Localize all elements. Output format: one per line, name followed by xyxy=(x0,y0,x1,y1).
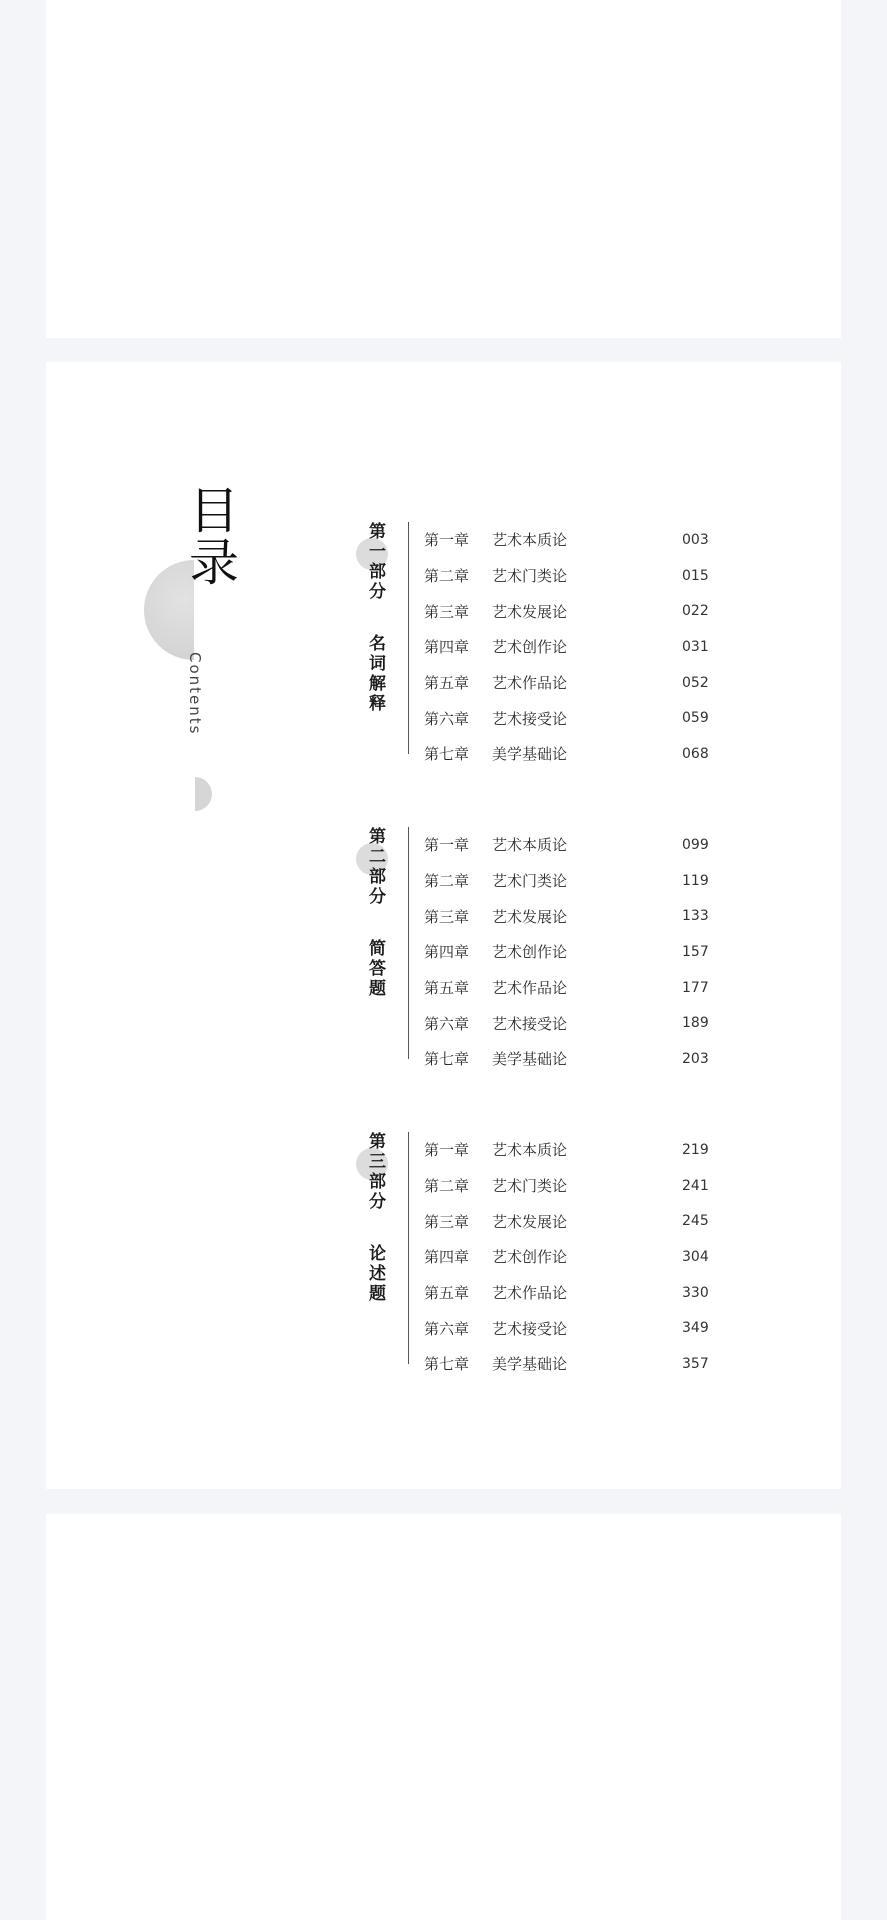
chapter-title: 艺术创作论 xyxy=(492,943,568,962)
chapter-number: 第三章 xyxy=(424,1212,470,1231)
chapter-title: 艺术作品论 xyxy=(492,979,568,998)
toc-subtitle: Contents xyxy=(186,652,204,736)
chapter-number: 第一章 xyxy=(424,836,470,855)
chapter-list xyxy=(424,827,754,1077)
chapter-title: 艺术发展论 xyxy=(492,907,568,926)
chapter-number: 第七章 xyxy=(424,1355,470,1374)
chapter-number: 第三章 xyxy=(424,602,470,621)
blank-page-top xyxy=(46,0,841,338)
chapter-title: 美学基础论 xyxy=(492,1050,568,1069)
part-label xyxy=(358,1132,392,1362)
chapter-title: 艺术门类论 xyxy=(492,872,568,891)
chapter-page: 203 xyxy=(682,1050,709,1067)
chapter-entry[interactable] xyxy=(424,1310,754,1346)
chapter-number: 第一章 xyxy=(424,1141,470,1160)
chapter-page: 022 xyxy=(682,603,709,620)
chapter-page: 349 xyxy=(682,1320,709,1337)
chapter-page: 177 xyxy=(682,979,709,996)
chapter-entry[interactable] xyxy=(424,1005,754,1041)
chapter-page: 119 xyxy=(682,872,709,889)
chapter-number: 第六章 xyxy=(424,709,470,728)
part-label xyxy=(358,827,392,1057)
chapter-number: 第四章 xyxy=(424,1248,470,1267)
part-name: 第一部分 xyxy=(365,522,385,602)
part-divider-line xyxy=(408,522,409,754)
chapter-entry[interactable] xyxy=(424,1275,754,1311)
part-type: 论述题 xyxy=(365,1244,385,1304)
part-label xyxy=(358,522,392,752)
toc-title: 目录 xyxy=(181,484,239,588)
chapter-number: 第六章 xyxy=(424,1014,470,1033)
chapter-title: 艺术作品论 xyxy=(492,1284,568,1303)
chapter-list xyxy=(424,522,754,772)
chapter-entry[interactable] xyxy=(424,558,754,594)
chapter-number: 第五章 xyxy=(424,674,470,693)
part-name: 第三部分 xyxy=(365,1132,385,1212)
chapter-title: 艺术接受论 xyxy=(492,709,568,728)
chapter-entry[interactable] xyxy=(424,522,754,558)
chapter-entry[interactable] xyxy=(424,863,754,899)
chapter-entry[interactable] xyxy=(424,629,754,665)
chapter-entry[interactable] xyxy=(424,1239,754,1275)
decorative-small-half-circle xyxy=(178,777,212,811)
chapter-entry[interactable] xyxy=(424,1132,754,1168)
chapter-entry[interactable] xyxy=(424,1168,754,1204)
part-divider-line xyxy=(408,1132,409,1364)
chapter-number: 第四章 xyxy=(424,638,470,657)
part-type: 名词解释 xyxy=(365,634,385,714)
chapter-title: 艺术本质论 xyxy=(492,1141,568,1160)
chapter-number: 第五章 xyxy=(424,1284,470,1303)
chapter-title: 美学基础论 xyxy=(492,745,568,764)
chapter-number: 第六章 xyxy=(424,1319,470,1338)
chapter-entry[interactable] xyxy=(424,827,754,863)
chapter-page: 068 xyxy=(682,745,709,762)
chapter-page: 031 xyxy=(682,638,709,655)
chapter-number: 第五章 xyxy=(424,979,470,998)
chapter-title: 美学基础论 xyxy=(492,1355,568,1374)
chapter-entry[interactable] xyxy=(424,593,754,629)
chapter-title: 艺术作品论 xyxy=(492,674,568,693)
chapter-page: 003 xyxy=(682,531,709,548)
chapter-title: 艺术创作论 xyxy=(492,638,568,657)
chapter-page: 059 xyxy=(682,710,709,727)
toc-page xyxy=(46,362,841,1489)
chapter-page: 219 xyxy=(682,1141,709,1158)
chapter-number: 第二章 xyxy=(424,872,470,891)
chapter-list xyxy=(424,1132,754,1382)
chapter-number: 第七章 xyxy=(424,745,470,764)
chapter-entry[interactable] xyxy=(424,1041,754,1077)
chapter-number: 第二章 xyxy=(424,567,470,586)
chapter-entry[interactable] xyxy=(424,1346,754,1382)
chapter-title: 艺术接受论 xyxy=(492,1014,568,1033)
chapter-title: 艺术发展论 xyxy=(492,602,568,621)
part-name: 第二部分 xyxy=(365,827,385,907)
chapter-title: 艺术创作论 xyxy=(492,1248,568,1267)
chapter-title: 艺术接受论 xyxy=(492,1319,568,1338)
chapter-number: 第七章 xyxy=(424,1050,470,1069)
blank-page-bottom xyxy=(46,1514,841,1920)
part-type: 简答题 xyxy=(365,939,385,999)
chapter-entry[interactable] xyxy=(424,700,754,736)
chapter-page: 241 xyxy=(682,1177,709,1194)
chapter-page: 330 xyxy=(682,1284,709,1301)
chapter-title: 艺术门类论 xyxy=(492,567,568,586)
chapter-page: 133 xyxy=(682,908,709,925)
chapter-entry[interactable] xyxy=(424,934,754,970)
part-divider-line xyxy=(408,827,409,1059)
chapter-title: 艺术门类论 xyxy=(492,1177,568,1196)
chapter-entry[interactable] xyxy=(424,970,754,1006)
chapter-entry[interactable] xyxy=(424,898,754,934)
chapter-title: 艺术本质论 xyxy=(492,531,568,550)
chapter-title: 艺术本质论 xyxy=(492,836,568,855)
chapter-page: 357 xyxy=(682,1355,709,1372)
chapter-number: 第二章 xyxy=(424,1177,470,1196)
chapter-number: 第三章 xyxy=(424,907,470,926)
chapter-page: 245 xyxy=(682,1213,709,1230)
chapter-page: 189 xyxy=(682,1015,709,1032)
chapter-page: 304 xyxy=(682,1248,709,1265)
chapter-number: 第四章 xyxy=(424,943,470,962)
chapter-entry[interactable] xyxy=(424,665,754,701)
chapter-title: 艺术发展论 xyxy=(492,1212,568,1231)
chapter-page: 015 xyxy=(682,567,709,584)
chapter-page: 157 xyxy=(682,943,709,960)
chapter-number: 第一章 xyxy=(424,531,470,550)
chapter-page: 099 xyxy=(682,836,709,853)
chapter-entry[interactable] xyxy=(424,736,754,772)
chapter-entry[interactable] xyxy=(424,1203,754,1239)
chapter-page: 052 xyxy=(682,674,709,691)
